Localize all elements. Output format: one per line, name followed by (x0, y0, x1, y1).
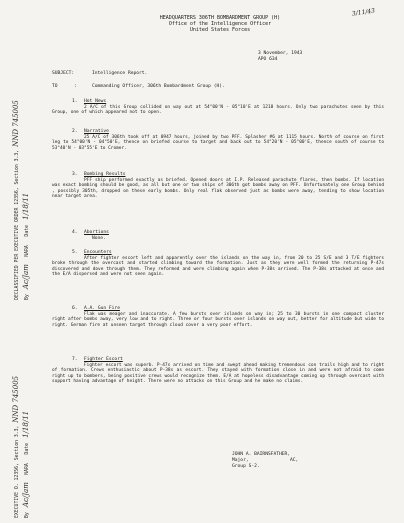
to-colon: : (74, 84, 77, 89)
header-line2: Office of the Intelligence Officer (168, 21, 272, 27)
nara-label: NARA (25, 463, 30, 475)
document-date: 3 November, 1943 (258, 51, 303, 56)
subject-label: SUBJECT: (52, 71, 75, 76)
section-3-number: 3. (72, 172, 78, 177)
declassification-stamp-bottom-line2 (22, 411, 30, 518)
section-5-text: After fighter escort left and apparently over the islands on the way in, from 20 to 25 S/E and 3 T/E fighters broke through the overcast and started climbing toward the formation. Just as they were well formed the returning P-47s discovered and dove through them. They reformed and were climbing again when P-38s arrived. The P-38s attacked at once and the E/A dispersed and were not seen again. (52, 256, 384, 278)
to-label: TO (52, 84, 58, 89)
section-2-number: 2. (72, 129, 78, 134)
apo-number: APO 634 (258, 57, 278, 62)
section-7-number: 7. (72, 357, 78, 362)
section-1-text: 2 A/C of this Group collided on way out at 54°00'N - 05°10'E at 1218 hours. Only two parachutes seen by this Group, one of which appeared not to open. (52, 105, 384, 116)
to-value: Commanding Officer, 306th Bombardment Group (H). (92, 84, 225, 89)
header-line3: United States Forces (189, 27, 251, 33)
handwritten-initials: Ac/Jam (22, 259, 30, 292)
subject-value: Intelligence Report. (92, 71, 148, 76)
by-label: By (25, 294, 30, 300)
section-6-text: Flak was meager and inaccurate. A few bursts over islands on way in; 25 to 30 bursts in one compact cluster right after bombs away, very low and to right. Three or four bursts over islands on way out, better for altitude but wide to right. German fire at unseen target through cloud cover a very poor effort. (52, 312, 384, 328)
section-4-text: None. (92, 236, 106, 241)
date-label: Date (25, 225, 30, 237)
section-6-title: A.A. Gun Fire (84, 306, 120, 311)
section-1-title: Hot News (84, 99, 107, 104)
by-label: By (25, 512, 30, 518)
date-label: Date (25, 443, 30, 455)
section-7-title: Fighter Escort (84, 357, 123, 362)
declass-text: DECLASSIFIED PER EXECUTIVE ORDER 12356, Section 3.3, (15, 149, 20, 300)
section-3-text: PFF ship performed exactly as briefed. Opened doors at I.P. Released parachute flares, then bombs. If location was exact bombing should be good, as all but one or two ships of 306th got bombs away on PFF. Unfortunately one Group behind , possibly 305th, dropped on these early bombs. Only real flak observed just as bombs were away, tending to show location near target area. (52, 178, 384, 200)
section-5-number: 5. (72, 250, 78, 255)
section-7-text: Fighter escort was superb. P-47s arrived on time and swept ahead making tremendous con trails high and to right of formation. Crews enthusiastic about P-38s as escort. They stayed with formation close in and were not afraid to come right up to bombers, being positive crews would recognize them. E/A at hopeless disadvantage coming up through overcast with support having advantage of height. There were no attacks on this Group and he make no claims. (52, 363, 384, 385)
section-4-number: 4. (72, 230, 78, 235)
nnd-number: NND 745005 (12, 375, 20, 423)
signature-title: Group S-2. (232, 464, 260, 469)
signature-name: JOHN A. BAIRNSFATHER, (232, 452, 291, 457)
section-3-title: Bombing Results (84, 172, 126, 177)
signature-rank: Major, (232, 458, 249, 463)
header-line1: HEADQUARTERS 306TH BOMBARDMENT GROUP (H) (159, 15, 281, 21)
handwritten-date: 3/11/43 (351, 7, 376, 18)
declassification-stamp-bottom (12, 376, 20, 518)
section-4-title: Abortions (84, 230, 109, 235)
handwritten-date-margin: 1/18/11 (22, 410, 30, 441)
nnd-number: NND 745005 (12, 100, 20, 147)
declassification-stamp-top-line2 (22, 193, 30, 300)
section-2-text: 25 A/C of 306th took off at 0947 hours, joined by two PFF. Splasher #6 at 1115 hours. North of course on first leg to 54°00'N - 04°50'E, thence on briefed course to target and back out to 54°20'N - 05°00'E, thence south of course to 53°40'N - 03°55'E to Cromer. (52, 135, 384, 151)
nara-label: NARA (25, 245, 30, 257)
declassification-stamp-top (12, 100, 20, 300)
signature-branch: AC, (290, 458, 299, 463)
section-1-number: 1. (72, 99, 78, 104)
section-2-title: Narrative (84, 129, 109, 134)
declass-text: EXECUTIVE O. 12356, Section 3.3, (15, 425, 20, 518)
section-5-title: Encounters (84, 250, 112, 255)
section-6-number: 6. (72, 306, 78, 311)
handwritten-date-margin: 1/18/11 (22, 192, 30, 223)
handwritten-initials: Ac/Jam (22, 477, 30, 510)
